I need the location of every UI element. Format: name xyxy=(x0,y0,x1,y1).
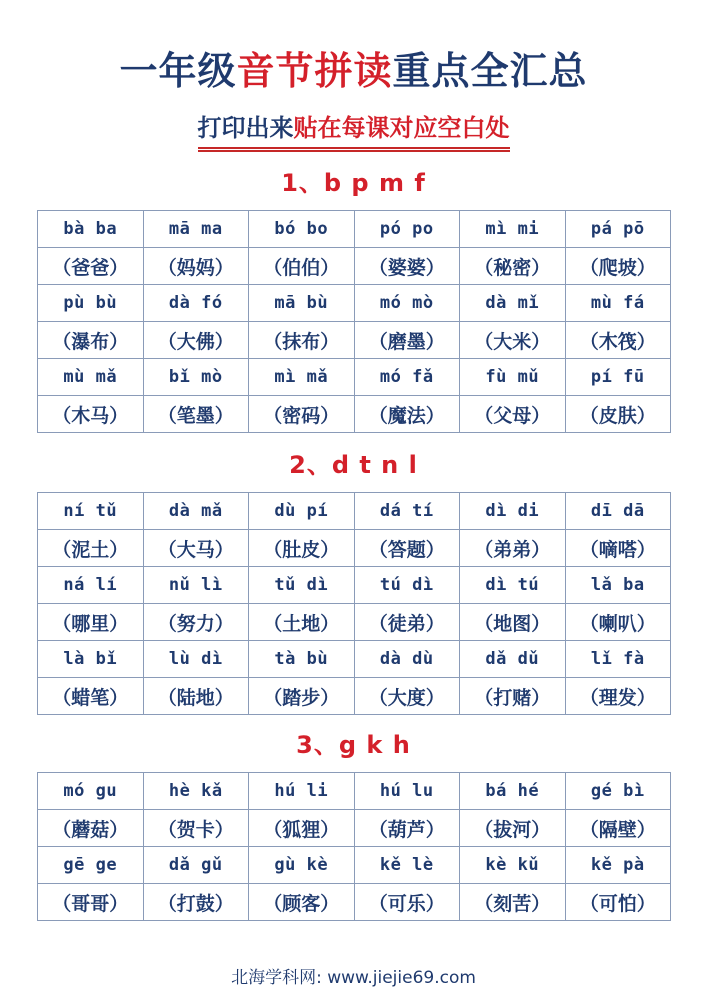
pinyin-cell: bǐ mò xyxy=(143,359,249,396)
pinyin-cell: pá pō xyxy=(565,211,671,248)
hanzi-cell: （木马） xyxy=(38,396,144,433)
pinyin-cell: mì mǎ xyxy=(249,359,355,396)
hanzi-cell: （顾客） xyxy=(249,884,355,921)
hanzi-cell: （妈妈） xyxy=(143,248,249,285)
pinyin-cell: hú lu xyxy=(354,773,460,810)
subtitle-part2: 贴在每课对应空白处 xyxy=(294,110,510,149)
pinyin-row xyxy=(38,847,671,884)
pinyin-cell: fù mǔ xyxy=(460,359,566,396)
hanzi-cell: （哥哥） xyxy=(38,884,144,921)
page-title xyxy=(0,46,707,96)
hanzi-cell: （弟弟） xyxy=(460,530,566,567)
hanzi-row xyxy=(38,604,671,641)
pinyin-cell: dà mǎ xyxy=(143,493,249,530)
pinyin-cell: hú li xyxy=(249,773,355,810)
hanzi-row xyxy=(38,678,671,715)
hanzi-cell: （泥土） xyxy=(38,530,144,567)
pinyin-cell: mó fǎ xyxy=(354,359,460,396)
section-heading-2: 2、d t n l xyxy=(289,451,418,479)
pinyin-cell: mó mò xyxy=(354,285,460,322)
hanzi-row xyxy=(38,530,671,567)
hanzi-cell: （笔墨） xyxy=(143,396,249,433)
pinyin-cell: bà ba xyxy=(38,211,144,248)
pinyin-cell: pí fū xyxy=(565,359,671,396)
hanzi-row xyxy=(38,884,671,921)
hanzi-cell: （大米） xyxy=(460,322,566,359)
pinyin-cell: tǔ dì xyxy=(249,567,355,604)
pinyin-cell: lǐ fà xyxy=(565,641,671,678)
hanzi-cell: （隔壁） xyxy=(565,810,671,847)
section-heading-1: 1、b p m f xyxy=(281,169,426,197)
syllable-table-2 xyxy=(37,492,671,715)
pinyin-cell: dǎ dǔ xyxy=(460,641,566,678)
hanzi-cell: （肚皮） xyxy=(249,530,355,567)
pinyin-row xyxy=(38,359,671,396)
hanzi-cell: （秘密） xyxy=(460,248,566,285)
hanzi-cell: （地图） xyxy=(460,604,566,641)
hanzi-cell: （喇叭） xyxy=(565,604,671,641)
pinyin-cell: dá tí xyxy=(354,493,460,530)
pinyin-cell: dà fó xyxy=(143,285,249,322)
pinyin-cell: gù kè xyxy=(249,847,355,884)
title-part1: 一年级 xyxy=(119,49,237,93)
hanzi-cell: （蜡笔） xyxy=(38,678,144,715)
pinyin-cell: mì mi xyxy=(460,211,566,248)
pinyin-cell: mó gu xyxy=(38,773,144,810)
pinyin-cell: mā bù xyxy=(249,285,355,322)
hanzi-cell: （伯伯） xyxy=(249,248,355,285)
hanzi-cell: （葫芦） xyxy=(354,810,460,847)
pinyin-cell: bá hé xyxy=(460,773,566,810)
hanzi-cell: （大马） xyxy=(143,530,249,567)
hanzi-cell: （蘑菇） xyxy=(38,810,144,847)
title-part3: 重点全汇总 xyxy=(392,49,588,93)
hanzi-cell: （可怕） xyxy=(565,884,671,921)
hanzi-cell: （刻苦） xyxy=(460,884,566,921)
pinyin-cell: là bǐ xyxy=(38,641,144,678)
pinyin-row xyxy=(38,211,671,248)
hanzi-row xyxy=(38,810,671,847)
hanzi-cell: （婆婆） xyxy=(354,248,460,285)
pinyin-cell: dà mǐ xyxy=(460,285,566,322)
section-heading-3: 3、g k h xyxy=(296,731,411,759)
pinyin-row xyxy=(38,773,671,810)
pinyin-cell: dà dù xyxy=(354,641,460,678)
hanzi-cell: （狐狸） xyxy=(249,810,355,847)
pinyin-cell: mā ma xyxy=(143,211,249,248)
hanzi-cell: （木筏） xyxy=(565,322,671,359)
hanzi-cell: （土地） xyxy=(249,604,355,641)
hanzi-cell: （努力） xyxy=(143,604,249,641)
hanzi-cell: （魔法） xyxy=(354,396,460,433)
pinyin-cell: tà bù xyxy=(249,641,355,678)
pinyin-cell: nǔ lì xyxy=(143,567,249,604)
subtitle xyxy=(0,110,707,152)
pinyin-cell: kě lè xyxy=(354,847,460,884)
pinyin-cell: mù fá xyxy=(565,285,671,322)
hanzi-cell: （抹布） xyxy=(249,322,355,359)
pinyin-cell: pù bù xyxy=(38,285,144,322)
pinyin-cell: dī dā xyxy=(565,493,671,530)
pinyin-cell: pó po xyxy=(354,211,460,248)
pinyin-cell: ná lí xyxy=(38,567,144,604)
hanzi-cell: （打赌） xyxy=(460,678,566,715)
hanzi-row xyxy=(38,322,671,359)
pinyin-cell: dì tú xyxy=(460,567,566,604)
hanzi-cell: （理发） xyxy=(565,678,671,715)
pinyin-row xyxy=(38,641,671,678)
syllable-table-1 xyxy=(37,210,671,433)
pinyin-cell: gé bì xyxy=(565,773,671,810)
hanzi-cell: （大佛） xyxy=(143,322,249,359)
hanzi-cell: （嘀嗒） xyxy=(565,530,671,567)
pinyin-cell: hè kǎ xyxy=(143,773,249,810)
footer-site-credit: 北海学科网: www.jiejie69.com xyxy=(231,968,476,988)
pinyin-cell: tú dì xyxy=(354,567,460,604)
pinyin-cell: kě pà xyxy=(565,847,671,884)
hanzi-cell: （父母） xyxy=(460,396,566,433)
hanzi-cell: （哪里） xyxy=(38,604,144,641)
hanzi-cell: （瀑布） xyxy=(38,322,144,359)
pinyin-row xyxy=(38,285,671,322)
pinyin-cell: dì di xyxy=(460,493,566,530)
pinyin-cell: kè kǔ xyxy=(460,847,566,884)
hanzi-cell: （可乐） xyxy=(354,884,460,921)
hanzi-cell: （贺卡） xyxy=(143,810,249,847)
pinyin-cell: gē ge xyxy=(38,847,144,884)
pinyin-row xyxy=(38,567,671,604)
pinyin-cell: ní tǔ xyxy=(38,493,144,530)
hanzi-cell: （大度） xyxy=(354,678,460,715)
subtitle-part1: 打印出来 xyxy=(198,110,294,149)
hanzi-cell: （陆地） xyxy=(143,678,249,715)
pinyin-cell: dǎ gǔ xyxy=(143,847,249,884)
hanzi-cell: （打鼓） xyxy=(143,884,249,921)
hanzi-cell: （拔河） xyxy=(460,810,566,847)
hanzi-cell: （皮肤） xyxy=(565,396,671,433)
pinyin-cell: dù pí xyxy=(249,493,355,530)
hanzi-cell: （爬坡） xyxy=(565,248,671,285)
title-part2: 音节拼读 xyxy=(236,49,393,93)
pinyin-row xyxy=(38,493,671,530)
hanzi-row xyxy=(38,396,671,433)
hanzi-cell: （答题） xyxy=(354,530,460,567)
pinyin-cell: mù mǎ xyxy=(38,359,144,396)
hanzi-cell: （密码） xyxy=(249,396,355,433)
hanzi-cell: （爸爸） xyxy=(38,248,144,285)
hanzi-row xyxy=(38,248,671,285)
hanzi-cell: （磨墨） xyxy=(354,322,460,359)
pinyin-cell: lǎ ba xyxy=(565,567,671,604)
pinyin-cell: bó bo xyxy=(249,211,355,248)
pinyin-cell: lù dì xyxy=(143,641,249,678)
syllable-table-3 xyxy=(37,772,671,921)
hanzi-cell: （踏步） xyxy=(249,678,355,715)
hanzi-cell: （徒弟） xyxy=(354,604,460,641)
